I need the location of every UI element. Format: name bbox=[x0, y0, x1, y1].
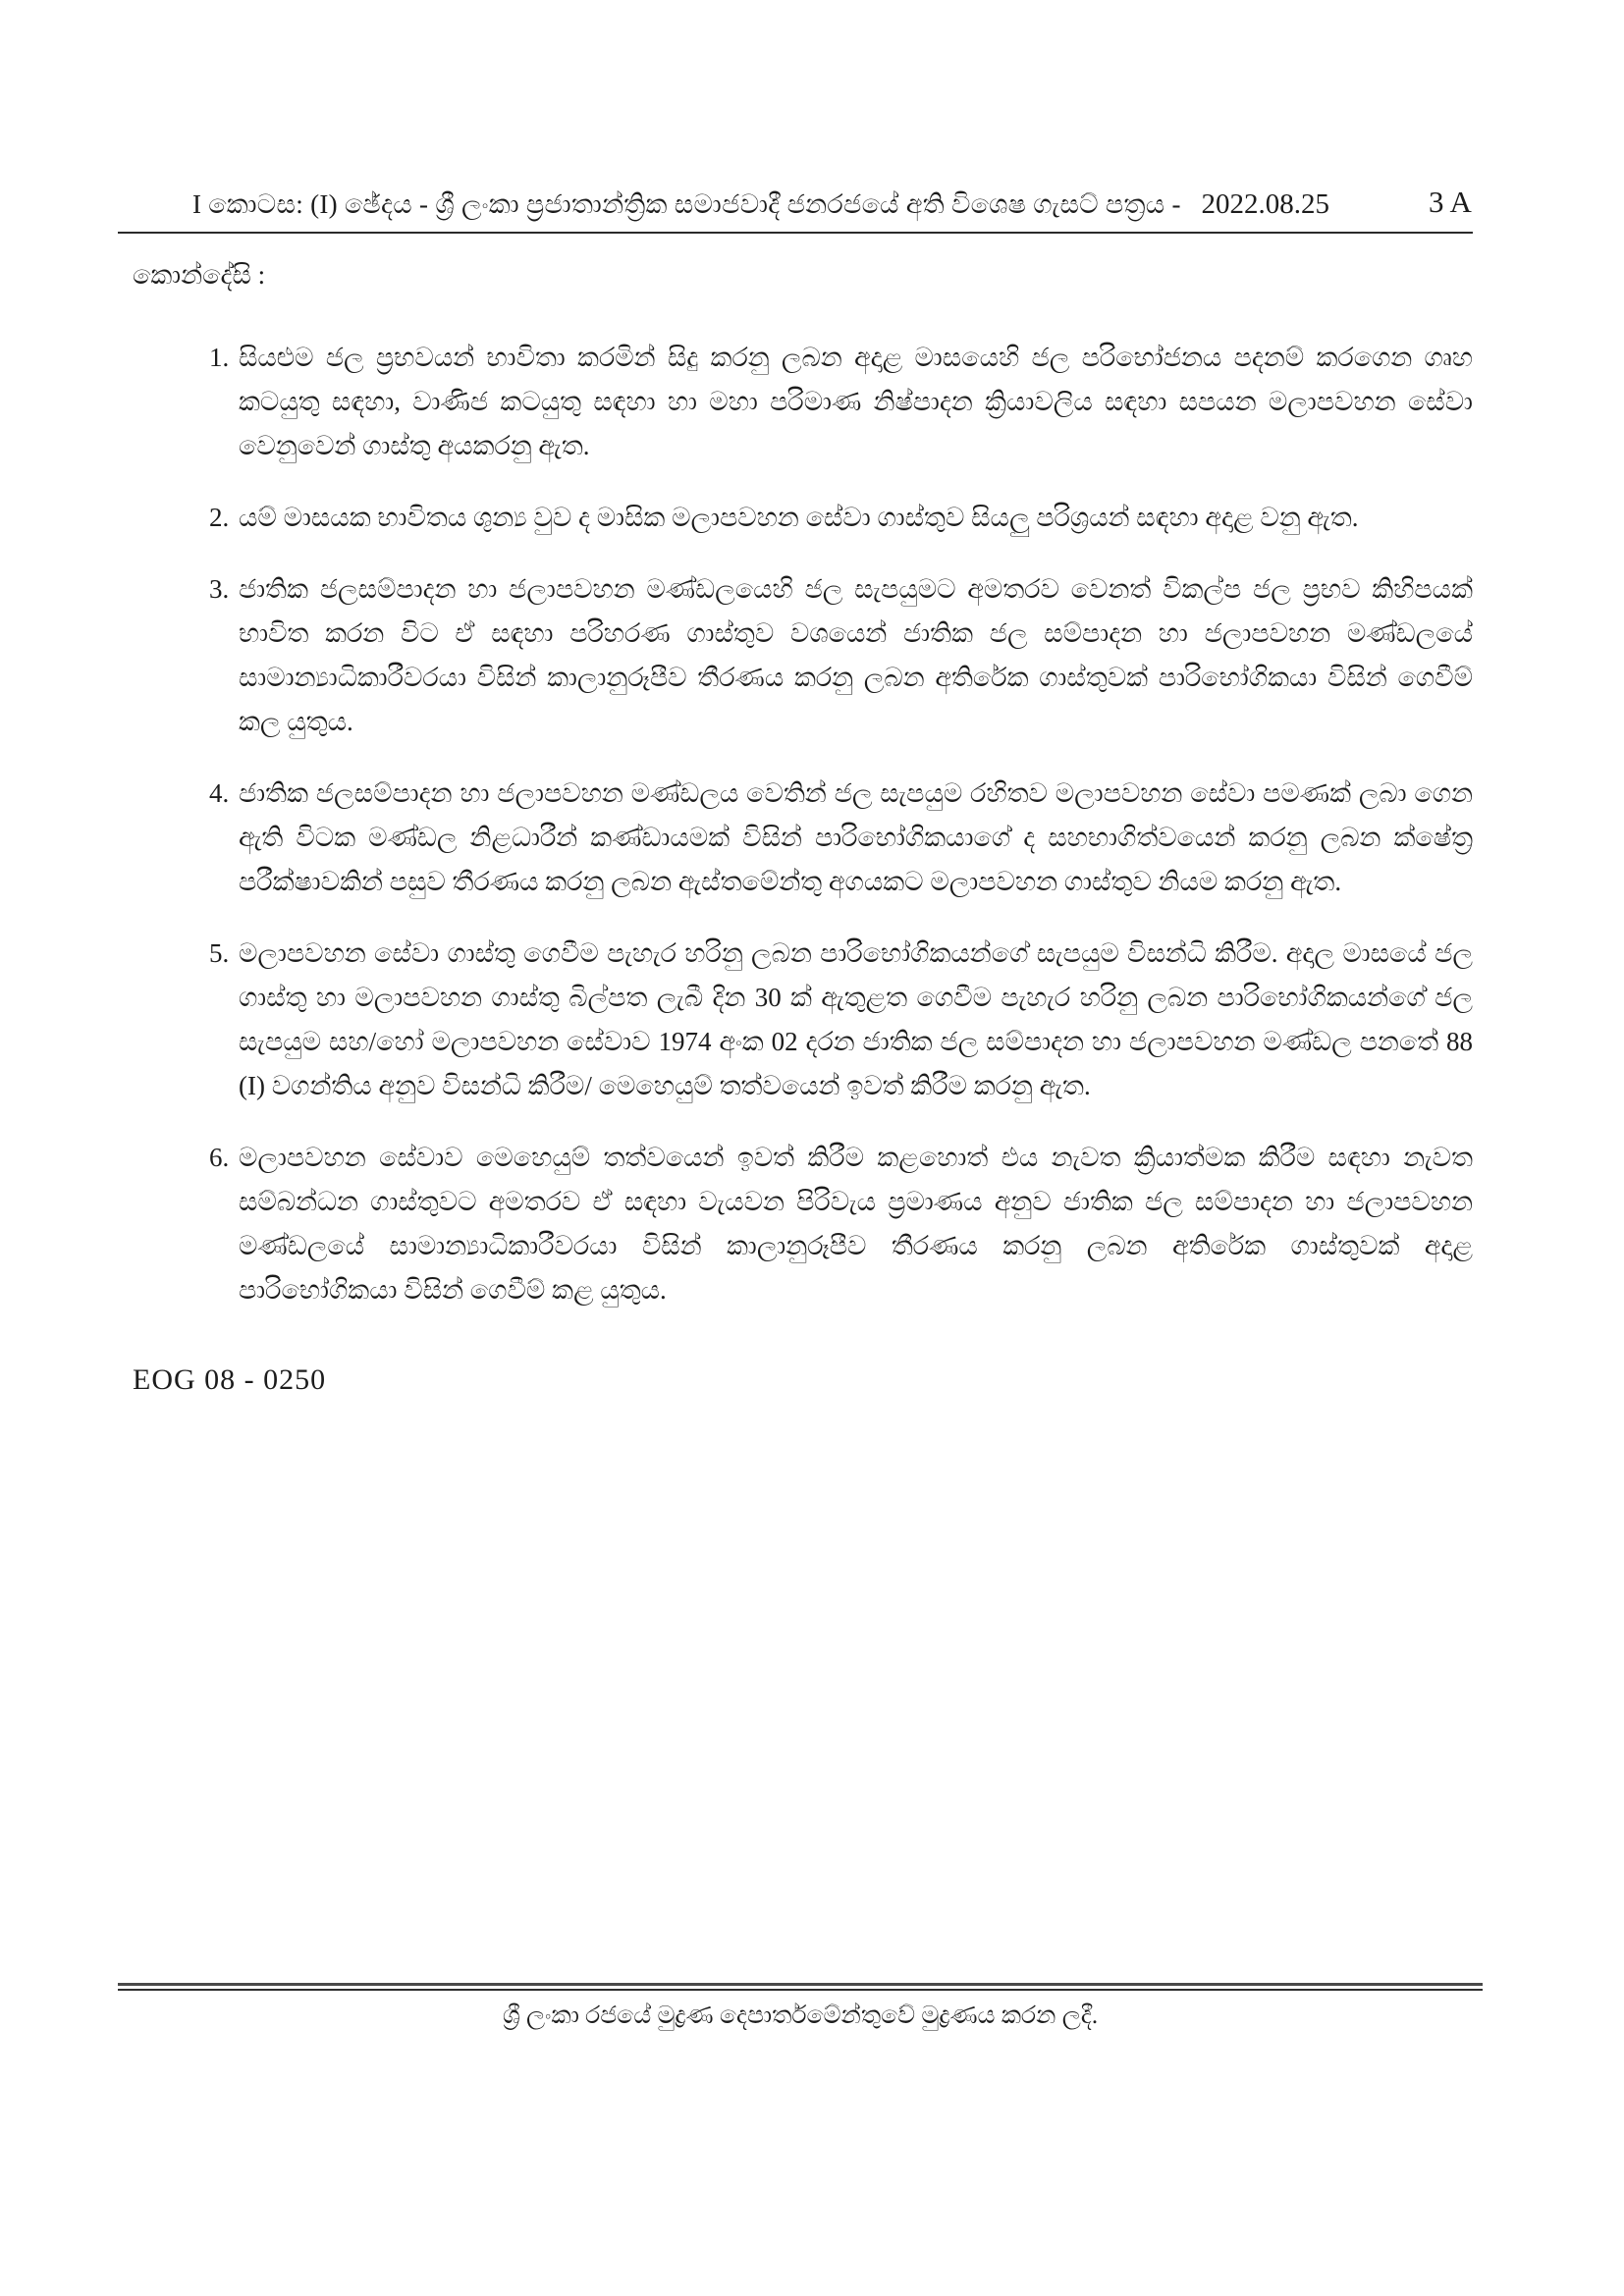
condition-item-6 bbox=[118, 1136, 1473, 1312]
condition-text: ජාතික ජලසම්පාදන හා ජලාපවහන මණ්ඩලයෙහි ජල සැපයුමට අමතරව වෙනත් විකල්ප ජල ප්‍රභව කිහිපයක් භාවිත කරන විට ඒ සඳහා පරිහරණ ගාස්තුව වශයෙන් ජාතික ජල සම්පාදන හා ජලාපවහන මණ්ඩලයේ සාමාන්‍යාධිකාරීවරයා විසින් කාලානුරූපීව තීරණය කරනු ලබන අතිරේක ගාස්තුවක් පාරිභෝගිකයා විසින් ගෙවීම් කල යුතුය. bbox=[239, 574, 1473, 736]
condition-number: 5. bbox=[209, 938, 230, 968]
gazette-content bbox=[118, 257, 1473, 1397]
printer-imprint: ශ්‍රී ලංකා රජයේ මුද්‍රණ දෙපාර්තමේන්තුවේ මුද්‍රණය කරන ලදී. bbox=[502, 2002, 1099, 2029]
condition-number: 6. bbox=[209, 1143, 230, 1172]
page-footer bbox=[118, 1983, 1483, 2033]
condition-item-4 bbox=[118, 772, 1473, 904]
condition-text: යම් මාසයක භාවිතය ශුන්‍ය වුව ද මාසික මලාපවහන සේවා ගාස්තුව සියලු පරිශ්‍රයන් සඳහා අදාළ වනු ඇත. bbox=[239, 503, 1359, 532]
page-header bbox=[118, 187, 1404, 222]
condition-item-2 bbox=[118, 496, 1473, 540]
condition-number: 2. bbox=[209, 503, 230, 532]
condition-item-5 bbox=[118, 932, 1473, 1108]
condition-text: ජාතික ජලසම්පාදන හා ජලාපවහන මණ්ඩලය වෙතින් ජල සැපයුම රහිතව මලාපවහන සේවා පමණක් ලබා ගෙන ඇති විටක මණ්ඩල නිළධාරීන් කණ්ඩායමක් විසින් පාරිභෝගිකයාගේ ද සහභාගිත්වයෙන් කරනු ලබන ක්ෂේත්‍ර පරීක්ෂාවකින් පසුව තීරණය කරනු ලබන ඇස්තමේන්තු අගයකට මලාපවහන ගාස්තුව නියම කරනු ඇත. bbox=[239, 778, 1473, 896]
header-divider bbox=[118, 232, 1473, 234]
condition-item-3 bbox=[118, 567, 1473, 744]
gazette-header-title: I කොටස: (I) ඡේදය - ශ්‍රී ලංකා ප්‍රජාතාන්ත්‍රික සමාජවාදී ජනරජයේ අති විශෙෂ ගැසට් පත්‍රය - bbox=[191, 189, 1181, 219]
page-number: 3 A bbox=[1429, 185, 1472, 219]
gazette-date: 2022.08.25 bbox=[1201, 188, 1330, 220]
condition-item-1 bbox=[118, 336, 1473, 468]
condition-number: 4. bbox=[209, 778, 230, 808]
condition-number: 3. bbox=[209, 574, 230, 604]
condition-text: මලාපවහන සේවා ගාස්තු ගෙවීම පැහැර හරිනු ලබන පාරිභෝගිකයන්ගේ සැපයුම විසන්ධි කිරීම. අදාල මාසයේ ජල ගාස්තු හා මලාපවහන ගාස්තු බිල්පත ලැබී දින 30 ක් ඇතුළත ගෙවීම පැහැර හරිනු ලබන පාරිභෝගිකයන්ගේ ජල සැපයුම සහ/හෝ මලාපවහන සේවාව 1974 අංක 02 දරන ජාතික ජල සම්පාදන හා ජලාපවහන මණ්ඩල පනතේ 88 (I) වගන්තිය අනුව විසන්ධි කිරීම/ මෙහෙයුම් තත්වයෙන් ඉවත් කිරීම කරනු ඇත. bbox=[239, 938, 1473, 1100]
condition-number: 1. bbox=[209, 343, 230, 372]
footer-divider bbox=[118, 1983, 1483, 1991]
condition-text: සියළුම ජල ප්‍රභවයන් භාවිතා කරමින් සිදු කරනු ලබන අදාළ මාසයෙහි ජල පරිභෝජනය පදනම් කරගෙන ගෘහ කටයුතු සඳහා, වාණිජ කටයුතු සඳහා හා මහා පරිමාණ නිෂ්පාදන ක්‍රියාවලිය සඳහා සපයන මලාපවහන සේවා වෙනුවෙන් ගාස්තු අයකරනු ඇත. bbox=[239, 343, 1473, 460]
condition-text: මලාපවහන සේවාව මෙහෙයුම් තත්වයෙන් ඉවත් කිරීම කළහොත් එය නැවත ක්‍රියාත්මක කිරීම සඳහා නැවත සම්බන්ධන ගාස්තුවට අමතරව ඒ සඳහා වැයවන පිරිවැය ප්‍රමාණය අනුව ජාතික ජල සම්පාදන හා ජලාපවහන මණ්ඩලයේ සාමාන්‍යාධිකාරීවරයා විසින් කාලානුරූපීව තීරණය කරනු ලබන අතිරේක ගාස්තුවක් අදාළ පාරිභෝගිකයා විසින් ගෙවීම් කළ යුතුය. bbox=[239, 1143, 1473, 1305]
conditions-list bbox=[118, 336, 1473, 1312]
reference-code: EOG 08 - 0250 bbox=[133, 1363, 327, 1396]
conditions-heading: කොන්දේසි : bbox=[133, 260, 266, 290]
